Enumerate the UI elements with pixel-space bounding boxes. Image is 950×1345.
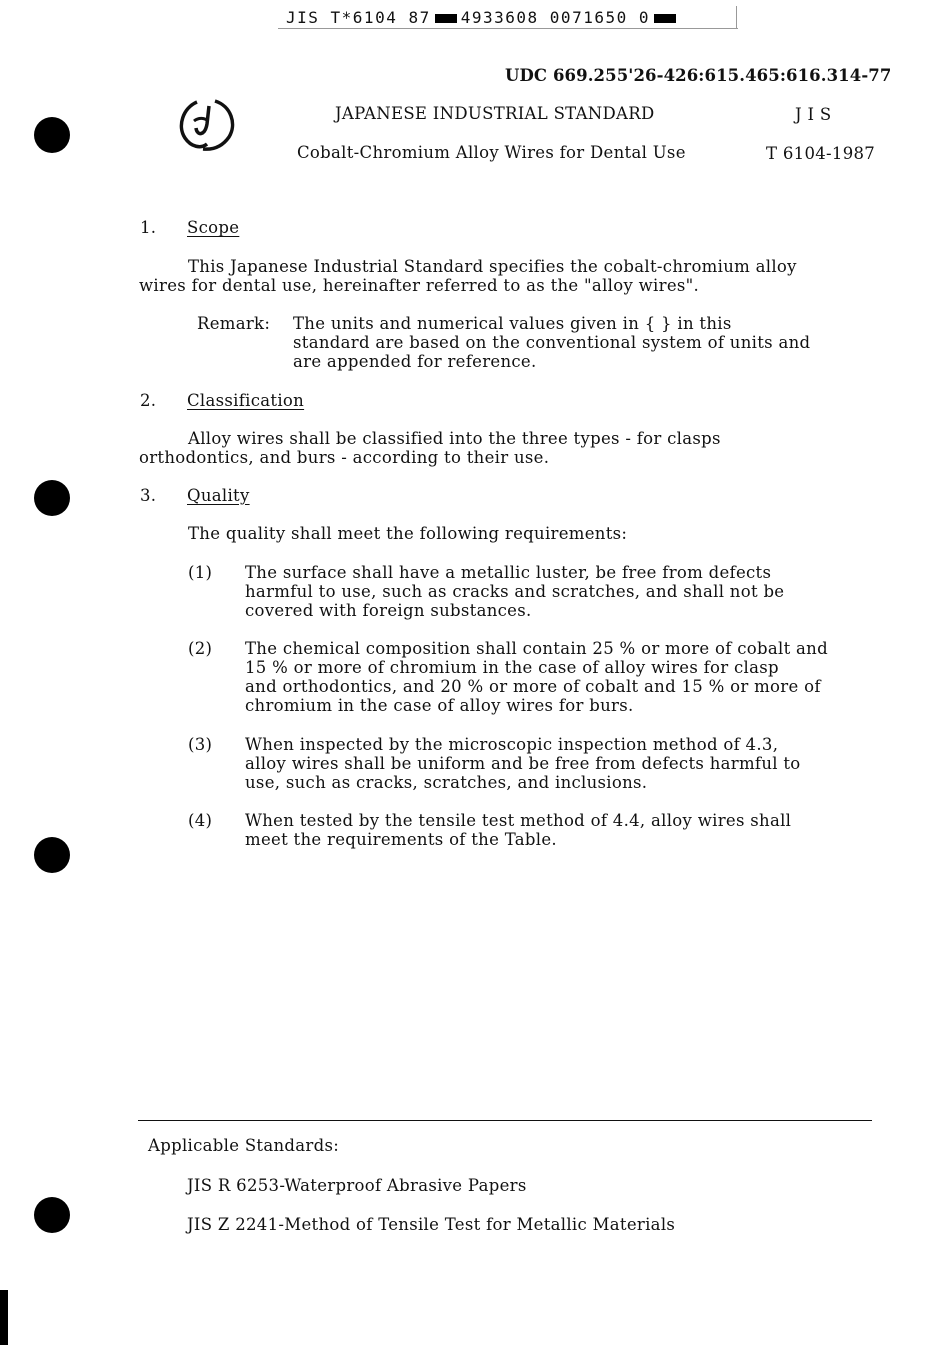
item-line: The surface shall have a metallic luster, be free from defects: [245, 563, 772, 582]
punch-hole: [34, 837, 70, 873]
remark-label: Remark:: [197, 314, 271, 333]
item-line: alloy wires shall be uniform and be free from defects harmful to: [245, 754, 801, 773]
item-number: (1): [188, 563, 213, 582]
jis-mark: J I S: [795, 105, 832, 124]
item-line: The chemical composition shall contain 25 % or more of cobalt and: [245, 639, 828, 658]
punch-hole: [34, 117, 70, 153]
punch-hole: [34, 480, 70, 516]
applicable-item: JIS R 6253-Waterproof Abrasive Papers: [187, 1176, 527, 1195]
item-line: use, such as cracks, scratches, and inclusions.: [245, 773, 648, 792]
item-number: (4): [188, 811, 213, 830]
item-number: (2): [188, 639, 213, 658]
section-3-number: 3.: [140, 486, 157, 505]
strip-border: [278, 28, 738, 29]
remark-line: The units and numerical values given in { } in this: [293, 314, 732, 333]
doc-number: T 6104-1987: [766, 144, 876, 163]
section-1-line: wires for dental use, hereinafter referred to as the "alloy wires".: [139, 276, 700, 295]
section-1-title: Scope: [187, 218, 240, 237]
org-title: JAPANESE INDUSTRIAL STANDARD: [335, 104, 655, 123]
remark-line: standard are based on the conventional system of units and: [293, 333, 811, 352]
section-3-title: Quality: [187, 486, 250, 505]
item-line: covered with foreign substances.: [245, 601, 532, 620]
header-strip: [286, 8, 680, 27]
section-2-number: 2.: [140, 391, 157, 410]
scan-edge-bottom: [0, 1290, 8, 1345]
item-number: (3): [188, 735, 213, 754]
section-2-line: Alloy wires shall be classified into the three types - for clasps: [188, 429, 721, 448]
item-line: and orthodontics, and 20 % or more of cobalt and 15 % or more of: [245, 677, 821, 696]
item-line: meet the requirements of the Table.: [245, 830, 557, 849]
item-line: 15 % or more of chromium in the case of alloy wires for clasp: [245, 658, 779, 677]
scan-edge: [0, 0, 9, 1345]
section-2-title: Classification: [187, 391, 305, 410]
item-line: harmful to use, such as cracks and scratches, and shall not be: [245, 582, 785, 601]
barcode-block: [435, 14, 457, 23]
section-3-intro: The quality shall meet the following requirements:: [188, 524, 628, 543]
section-1-line: This Japanese Industrial Standard specifies the cobalt-chromium alloy: [188, 257, 797, 276]
udc-code: UDC 669.255'26-426:615.465:616.314-77: [505, 66, 892, 85]
item-line: chromium in the case of alloy wires for burs.: [245, 696, 634, 715]
barcode-block: [654, 14, 676, 23]
remark-line: are appended for reference.: [293, 352, 537, 371]
strip-number: 4933608 0071650 0: [460, 8, 650, 27]
punch-hole: [34, 1197, 70, 1233]
item-line: When tested by the tensile test method of 4.4, alloy wires shall: [245, 811, 792, 830]
section-2-line: orthodontics, and burs - according to their use.: [139, 448, 550, 467]
strip-border-right: [736, 6, 737, 29]
footer-rule: [138, 1120, 872, 1121]
applicable-heading: Applicable Standards:: [148, 1136, 340, 1155]
doc-title: Cobalt-Chromium Alloy Wires for Dental Use: [297, 143, 686, 162]
jis-logo-icon: [175, 94, 239, 156]
applicable-item: JIS Z 2241-Method of Tensile Test for Metallic Materials: [187, 1215, 676, 1234]
item-line: When inspected by the microscopic inspection method of 4.3,: [245, 735, 779, 754]
section-1-number: 1.: [140, 218, 157, 237]
strip-code: JIS T*6104 87: [286, 8, 431, 27]
